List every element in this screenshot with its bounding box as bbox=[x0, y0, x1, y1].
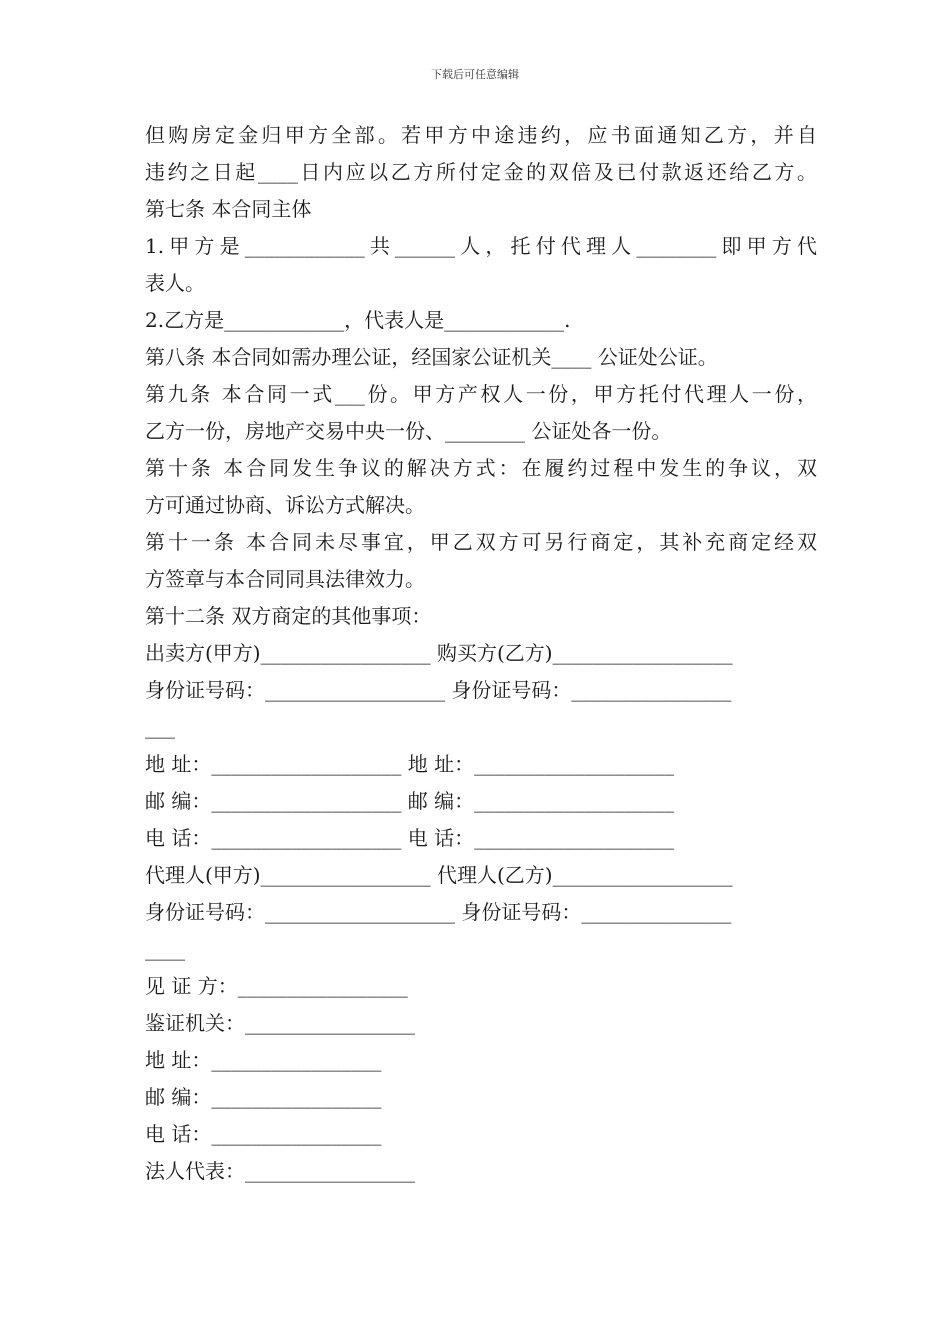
article-line: 第十条 本合同发生争议的解决方式：在履约过程中发生的争议，双 bbox=[145, 456, 817, 480]
article-line: 第九条 本合同一式___份。甲方产权人一份，甲方托付代理人一份， bbox=[145, 382, 817, 406]
signature-field: ____ bbox=[145, 937, 185, 961]
document-body bbox=[145, 117, 817, 1190]
paragraph-line: 1.甲方是____________共______人，托付代理人________即甲方代 bbox=[145, 234, 817, 258]
paragraph-line: 方可通过协商、诉讼方式解决。 bbox=[145, 493, 425, 517]
signature-field: 邮 编：___________________ 邮 编：____________________ bbox=[145, 789, 675, 813]
article-line: 第八条 本合同如需办理公证，经国家公证机关____ 公证处公证。 bbox=[145, 345, 718, 369]
paragraph-line: 表人。 bbox=[145, 271, 205, 295]
witness-field: 法人代表：_________________ bbox=[145, 1159, 415, 1183]
signature-field: 身份证号码：__________________ 身份证号码：________________ bbox=[145, 678, 732, 702]
signature-field: 地 址：___________________ 地 址：____________________ bbox=[145, 752, 675, 776]
paragraph-line: 但购房定金归甲方全部。若甲方中途违约，应书面通知乙方，并自 bbox=[145, 123, 817, 147]
paragraph-line: 乙方一份，房地产交易中央一份、________ 公证处各一份。 bbox=[145, 419, 672, 443]
signature-field: ___ bbox=[145, 715, 175, 739]
witness-field: 电 话：_________________ bbox=[145, 1122, 382, 1146]
witness-field: 见 证 方：_________________ bbox=[145, 974, 408, 998]
signature-field: 身份证号码：___________________ 身份证号码：_______________ bbox=[145, 900, 732, 924]
signature-field: 代理人(甲方)_________________ 代理人(乙方)__________________ bbox=[145, 863, 733, 887]
witness-field: 鉴证机关：_________________ bbox=[145, 1011, 415, 1035]
paragraph-line: 方签章与本合同同具法律效力。 bbox=[145, 567, 425, 591]
article-heading: 第七条 本合同主体 bbox=[145, 197, 312, 221]
paragraph-line: 违约之日起____日内应以乙方所付定金的双倍及已付款返还给乙方。 bbox=[145, 160, 817, 184]
article-line: 第十一条 本合同未尽事宜，甲乙双方可另行商定，其补充商定经双 bbox=[145, 530, 817, 554]
paragraph-line: 2.乙方是____________，代表人是____________. bbox=[145, 308, 571, 332]
article-heading: 第十二条 双方商定的其他事项： bbox=[145, 604, 432, 628]
witness-field: 地 址：_________________ bbox=[145, 1048, 382, 1072]
signature-field: 出卖方(甲方)_________________ 购买方(乙方)__________________ bbox=[145, 641, 733, 665]
signature-field: 电 话：___________________ 电 话：____________________ bbox=[145, 826, 675, 850]
page-header: 下载后可任意编辑 bbox=[431, 68, 519, 81]
witness-field: 邮 编：_________________ bbox=[145, 1085, 382, 1109]
